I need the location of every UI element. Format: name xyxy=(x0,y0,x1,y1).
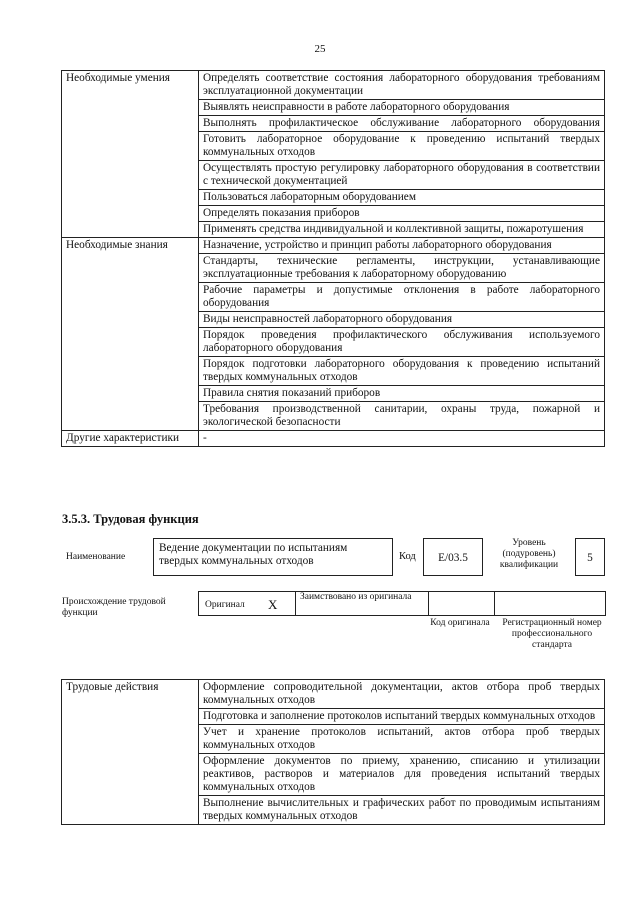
skill-item: Выполнять профилактическое обслуживание лабораторного оборудования xyxy=(199,116,605,132)
skill-item: Определять показания приборов xyxy=(199,206,605,222)
reg-number-caption: Регистрационный номер профессионального стандарта xyxy=(502,618,602,650)
section-title: 3.5.3. Трудовая функция xyxy=(62,512,199,526)
divider xyxy=(295,591,296,616)
skills-knowledge-table xyxy=(61,70,605,447)
table-row xyxy=(62,680,605,709)
other-label: Другие характеристики xyxy=(62,431,199,447)
action-item: Подготовка и заполнение протоколов испытаний твердых коммунальных отходов xyxy=(199,709,605,725)
origin-label: Происхождение трудовой функции xyxy=(62,597,166,618)
skills-label: Необходимые умения xyxy=(62,71,199,238)
knowledge-item: Правила снятия показаний приборов xyxy=(199,386,605,402)
knowledge-item: Виды неисправностей лабораторного оборудования xyxy=(199,312,605,328)
skill-item: Применять средства индивидуальной и коллективной защиты, пожаротушения xyxy=(199,222,605,238)
action-item: Оформление сопроводительной документации, актов отбора проб твердых коммунальных отходов xyxy=(199,680,605,709)
knowledge-item: Стандарты, технические регламенты, инструкции, устанавливающие эксплуатационные требования к лабораторному оборудованию xyxy=(199,254,605,283)
page-number: 25 xyxy=(314,43,326,55)
level-value: 5 xyxy=(575,538,605,576)
knowledge-item: Порядок проведения профилактического обслуживания используемого лабораторного оборудования xyxy=(199,328,605,357)
code-original-caption: Код оригинала xyxy=(430,618,490,628)
code-value: E/03.5 xyxy=(423,538,483,576)
original-mark: X xyxy=(268,597,278,612)
knowledge-item: Рабочие параметры и допустимые отклонения в работе лабораторного оборудования xyxy=(199,283,605,312)
skill-item: Готовить лабораторное оборудование к проведению испытаний твердых коммунальных отходов xyxy=(199,132,605,161)
table-row xyxy=(62,71,605,100)
skill-item: Пользоваться лабораторным оборудованием xyxy=(199,190,605,206)
divider xyxy=(494,591,495,616)
table-row xyxy=(62,431,605,447)
actions-label: Трудовые действия xyxy=(62,680,199,825)
action-item: Оформление документов по приему, хранению, списанию и утилизации реактивов, растворов и материалов для проведения испытаний твердых коммунальных отходов xyxy=(199,754,605,796)
borrowed-label: Заимствовано из оригинала xyxy=(300,592,412,602)
knowledge-label: Необходимые знания xyxy=(62,238,199,431)
skill-item: Осуществлять простую регулировку лабораторного оборудования в соответствии с технической документацией xyxy=(199,161,605,190)
knowledge-item: Назначение, устройство и принцип работы лабораторного оборудования xyxy=(199,238,605,254)
original-label: Оригинал xyxy=(205,600,245,610)
knowledge-item: Требования производственной санитарии, охраны труда, пожарной и экологической безопасности xyxy=(199,402,605,431)
skill-item: Определять соответствие состояния лабораторного оборудования требованиям эксплуатационной документации xyxy=(199,71,605,100)
level-label: Уровень (подуровень) квалификации xyxy=(499,538,559,570)
skill-item: Выявлять неисправности в работе лабораторного оборудования xyxy=(199,100,605,116)
table-row xyxy=(62,238,605,254)
knowledge-item: Порядок подготовки лабораторного оборудования к проведению испытаний твердых коммунальных отходов xyxy=(199,357,605,386)
other-value: - xyxy=(199,431,605,447)
code-label: Код xyxy=(399,551,416,562)
divider xyxy=(428,591,429,616)
name-label: Наименование xyxy=(66,552,126,562)
name-value: Ведение документации по испытаниям твердых коммунальных отходов xyxy=(153,538,393,576)
action-item: Выполнение вычислительных и графических работ по проводимым испытаниям твердых коммунальных отходов xyxy=(199,796,605,825)
actions-table xyxy=(61,679,605,825)
action-item: Учет и хранение протоколов испытаний, актов отбора проб твердых коммунальных отходов xyxy=(199,725,605,754)
